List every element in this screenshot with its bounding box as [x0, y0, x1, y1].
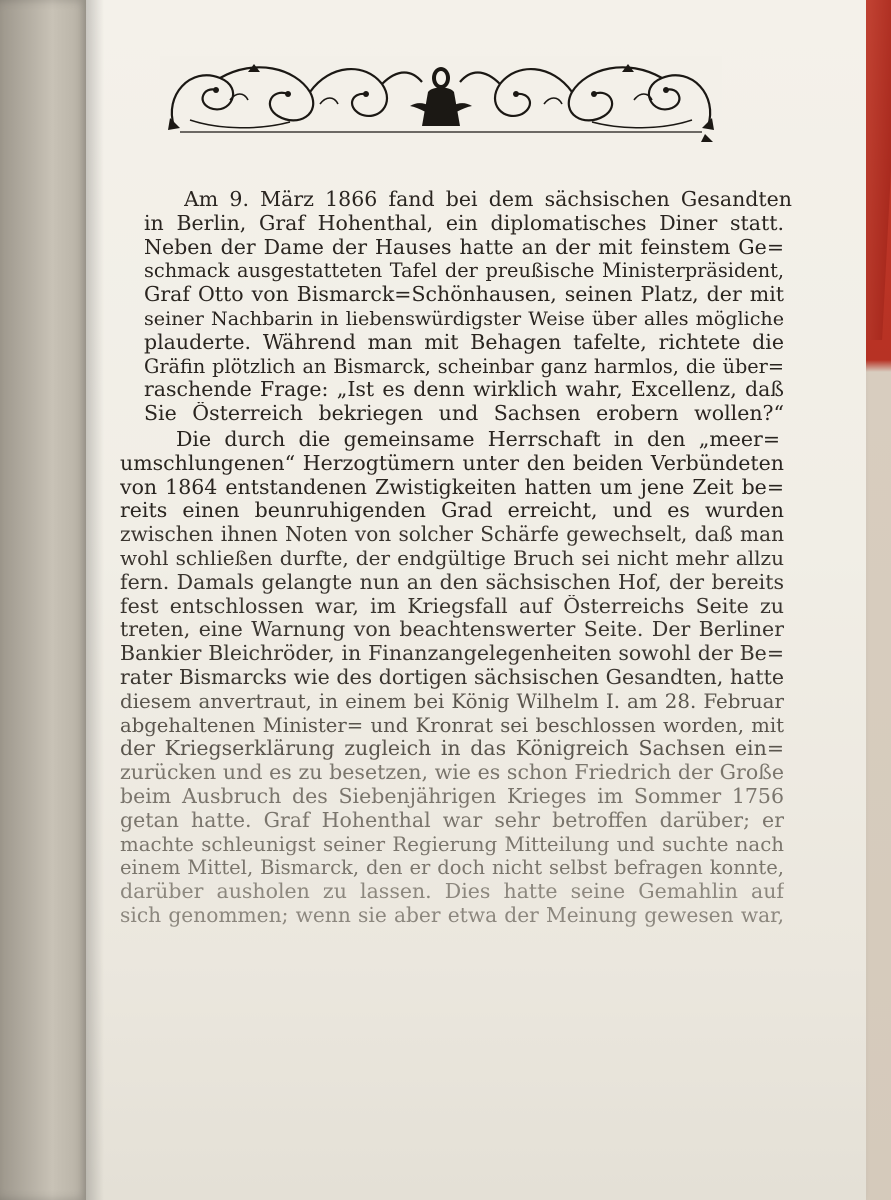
text-line: umschlungenen“ Herzogtümern unter den beiden Verbündeten	[120, 451, 784, 475]
text-line: Graf Otto von Bismarck=Schönhausen, seinen Platz, der mit	[144, 283, 784, 307]
text-line: sich genommen; wenn sie aber etwa der Meinung gewesen war,	[120, 903, 784, 927]
text-line: treten, eine Warnung von beachtenswerter Seite. Der Berliner	[120, 618, 784, 642]
text-line: Die durch die gemeinsame Herrschaft in den „meer=	[176, 427, 780, 451]
text-line: diesem anvertraut, in einem bei König Wilhelm I. am 28. Februar	[120, 689, 784, 713]
text-line: wohl schließen durfte, der endgültige Bruch sei nicht mehr allzu	[120, 546, 784, 570]
text-line: Sie Österreich bekriegen und Sachsen erobern wollen?“	[144, 402, 784, 426]
text-line: seiner Nachbarin in liebenswürdigster Weise über alles mögliche	[144, 306, 784, 330]
text-line: rater Bismarcks wie des dortigen sächsischen Gesandten, hatte	[120, 665, 784, 689]
paragraph	[112, 188, 792, 212]
text-line: reits einen beunruhigenden Grad erreicht, und es wurden	[120, 499, 784, 523]
text-line: der Kriegserklärung zugleich in das Königreich Sachsen ein=	[120, 737, 784, 761]
ornamental-headpiece-icon	[160, 56, 722, 142]
text-line: darüber ausholen zu lassen. Dies hatte seine Gemahlin auf	[120, 880, 784, 904]
text-line: in Berlin, Graf Hohenthal, ein diplomatisches Diner statt.	[144, 211, 784, 235]
paragraph	[112, 212, 792, 426]
page-gutter-shadow	[86, 0, 104, 1200]
left-page-edge	[0, 0, 95, 1200]
text-line: plauderte. Während man mit Behagen tafelte, richtete die	[144, 330, 784, 354]
text-line: fern. Damals gelangte nun an den sächsischen Hof, der bereits	[120, 570, 784, 594]
text-line: schmack ausgestatteten Tafel der preußische Ministerpräsident,	[144, 259, 784, 283]
text-line: Neben der Dame der Hauses hatte an der mit feinstem Ge=	[144, 235, 784, 259]
text-line: Gräfin plötzlich an Bismarck, scheinbar ganz harmlos, die über=	[144, 354, 784, 378]
text-line: von 1864 entstandenen Zwistigkeiten hatten um jene Zeit be=	[120, 475, 784, 499]
paragraph	[112, 428, 792, 928]
text-line: machte schleunigst seiner Regierung Mitteilung und suchte nach	[120, 832, 784, 856]
text-line: getan hatte. Graf Hohenthal war sehr betroffen darüber; er	[120, 808, 784, 832]
body-text	[112, 188, 792, 928]
text-line: beim Ausbruch des Siebenjährigen Krieges im Sommer 1756	[120, 784, 784, 808]
text-line: fest entschlossen war, im Kriegsfall auf Österreichs Seite zu	[120, 594, 784, 618]
text-line: Am 9. März 1866 fand bei dem sächsischen Gesandten	[184, 188, 792, 211]
text-line: abgehaltenen Minister= und Kronrat sei beschlossen worden, mit	[120, 713, 784, 737]
text-line: zwischen ihnen Noten von solcher Schärfe gewechselt, daß man	[120, 523, 784, 547]
text-line: Bankier Bleichröder, in Finanzangelegenheiten sowohl der Be=	[120, 642, 784, 666]
text-line: raschende Frage: „Ist es denn wirklich wahr, Excellenz, daß	[144, 378, 784, 402]
text-line: einem Mittel, Bismarck, den er doch nicht selbst befragen konnte,	[120, 856, 784, 880]
text-line: zurücken und es zu besetzen, wie es schon Friedrich der Große	[120, 761, 784, 785]
